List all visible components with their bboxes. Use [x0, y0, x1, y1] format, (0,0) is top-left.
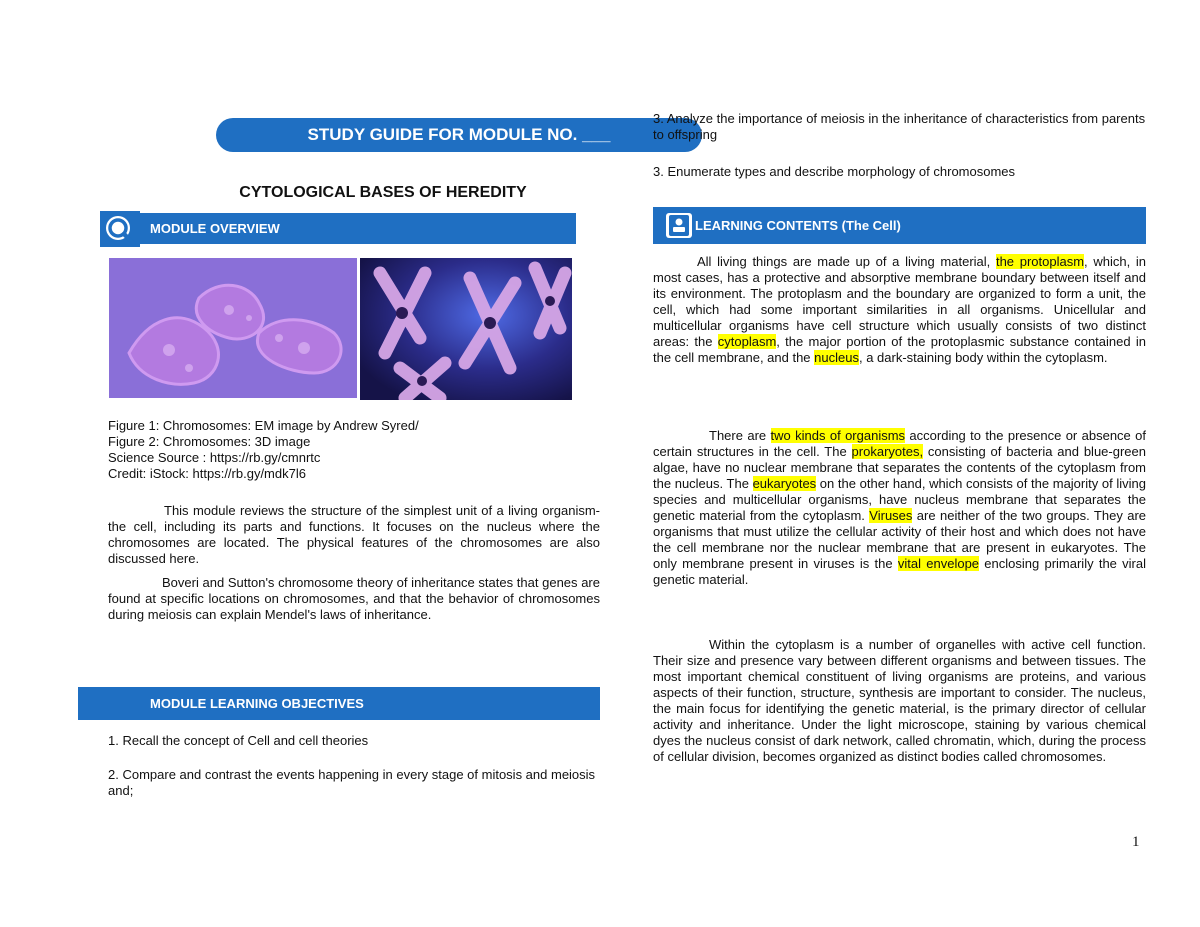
overview-paragraph-1: This module reviews the structure of the simplest unit of a living organism- the cell, including its parts and functions. It focuses on the nucleus where the chromosomes are located. The physical features of the chromosomes are also discussed here. [108, 503, 600, 566]
overview-paragraph-2: Boveri and Sutton's chromosome theory of inheritance states that genes are found at specific locations on chromosomes, and that the behavior of chromosomes during meiosis can explain Mendel's laws of inheritance. [108, 575, 600, 622]
document-title: CYTOLOGICAL BASES OF HEREDITY [239, 184, 527, 201]
learning-contents-header [653, 207, 1146, 244]
highlight-prokaryotes: prokaryotes, [851, 444, 924, 459]
highlight-nucleus: nucleus [814, 350, 859, 365]
highlight-cytoplasm: cytoplasm [717, 334, 777, 349]
study-guide-title: STUDY GUIDE FOR MODULE NO. ___ [307, 125, 611, 144]
module-overview-heading: MODULE OVERVIEW [150, 221, 280, 236]
highlight-vital-envelope: vital envelope [897, 556, 980, 571]
caption-line: Credit: iStock: https://rb.gy/mdk7l6 [108, 466, 306, 481]
contents-paragraph-1: All living things are made up of a living material, the protoplasm, which, in most cases, has a protective and absorptive membrane boundary between itself and its environment. The protoplasm and the boundary are organized to form a unit, the cell, which had some important similarities in all organisms. Unicellular and multicellular organisms have cell structure which usually consists of two distinct areas: the cytoplasm, the major portion of the protoplasmic substance contained in the cell membrane, and the nucleus, a dark-staining body within the cytoplasm. [653, 254, 1146, 365]
contents-paragraph-3: Within the cytoplasm is a number of organelles with active cell function. Their size and presence vary between different organisms and between tissues. The most important chemical constituent of living organisms are proteins, and various aspects of their function, structure, synthesis are important to consider. The nucleus, the main focus for identifying the genetic material, is the primary director of cellular activity and inheritance. Under the light microscope, staining by various chemical dyes the nucleus consist of dark network, called chromatin, which, during the process of cellular division, becomes organized as distinct bodies called chromosomes. [653, 637, 1146, 764]
module-overview-header [108, 213, 576, 244]
objective-item: 3. Enumerate types and describe morphology of chromosomes [653, 164, 1016, 179]
study-guide-title-bar [216, 118, 702, 152]
figure-captions [108, 418, 578, 482]
learning-contents-heading: LEARNING CONTENTS (The Cell) [695, 218, 901, 233]
highlight-protoplasm: the protoplasm [995, 254, 1085, 269]
caption-line: Figure 2: Chromosomes: 3D image [108, 434, 311, 449]
highlight-eukaryotes: eukaryotes [752, 476, 817, 491]
highlight-viruses: Viruses [869, 508, 913, 523]
objective-item: 2. Compare and contrast the events happening in every stage of mitosis and meiosis and; [108, 767, 596, 798]
objective-item: 3. Analyze the importance of meiosis in the inheritance of characteristics from parents to offspring [653, 111, 1146, 142]
objective-item: 1. Recall the concept of Cell and cell theories [108, 733, 369, 748]
learning-objectives-heading: MODULE LEARNING OBJECTIVES [150, 696, 364, 711]
book-icon [666, 213, 692, 238]
chromosome-3d-image [360, 258, 572, 400]
caption-line: Figure 1: Chromosomes: EM image by Andrew Syred/ [108, 418, 419, 433]
contents-paragraph-2: There are two kinds of organisms according to the presence or absence of certain structures in the cell. The prokaryotes, consisting of bacteria and blue-green algae, have no nuclear membrane that separates the contents of the cytoplasm from the nucleus. The eukaryotes on the other hand, which consists of the majority of living species and multicellular organisms, have nucleus membrane that separates the genetic material from the cytoplasm. Viruses are neither of the two groups. They are organisms that must utilize the cellular activity of their host and which does not have the cell membrane nor the nuclear membrane that are present in eukaryotes. The only membrane present in viruses is the vital envelope enclosing primarily the viral genetic material. [653, 428, 1146, 587]
caption-line: Science Source : https://rb.gy/cmnrtc [108, 450, 321, 465]
learning-objectives-header [78, 687, 600, 720]
highlight-two-kinds: two kinds of organisms [770, 428, 906, 443]
chromosome-em-image [109, 258, 357, 398]
search-icon [100, 211, 140, 247]
page-number: 1 [1132, 834, 1140, 850]
